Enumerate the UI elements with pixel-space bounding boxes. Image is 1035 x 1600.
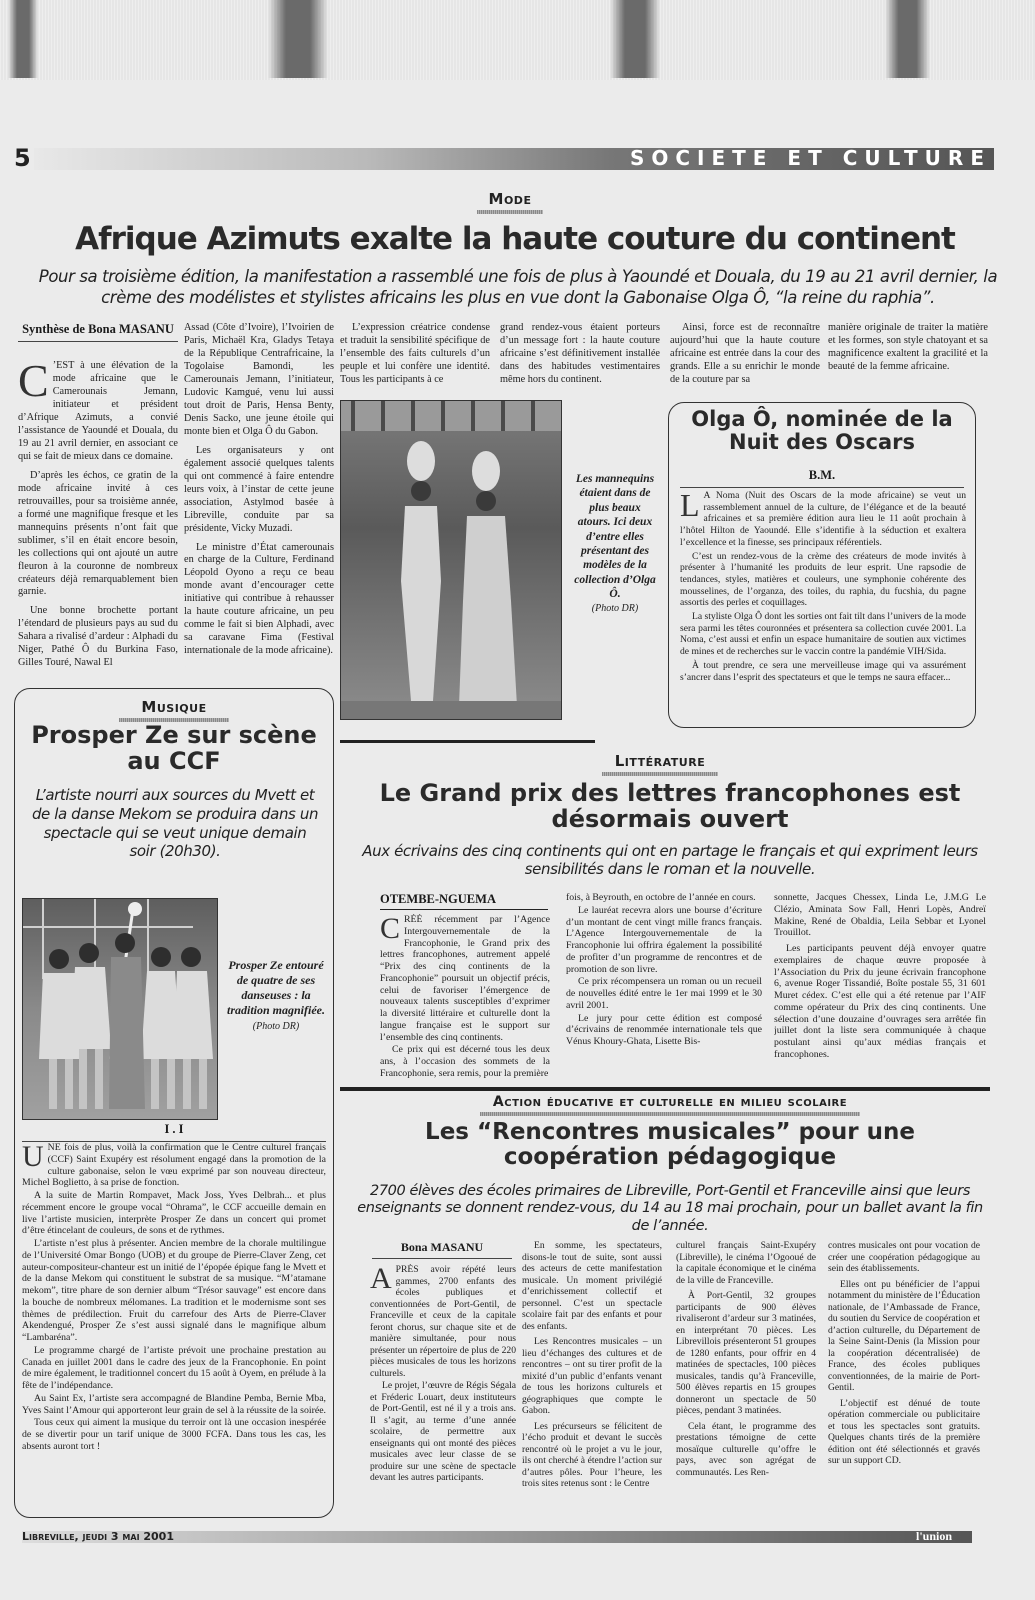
paragraph: À Port-Gentil, 32 groupes participants de 900 élèves rivaliseront d’ardeur sur 3 matinées, en interprétant 70 pièces. Les Librevillois présenteront 51 groupes de 1280 enfants, pour offrir en 4 matinées de spectacles, 100 pièces musicales, tandis qu’à Franceville, 500 élèves repartis en 15 groupes donneront un spectacle de 50 pièces, pendant 3 matinées. xyxy=(676,1290,816,1416)
section-rule xyxy=(340,740,595,743)
photo-caption-prosper-ze xyxy=(226,958,326,1033)
headline-action: Les “Rencontres musicales” pour une coopération pédagogique xyxy=(425,1119,915,1171)
paragraph: Tous ceux qui aiment la musique du terroir ont là une occasion inespérée de se divertir pour un tarif unique de 3000 FCFA. Dans tous les cas, les absents auront tort ! xyxy=(22,1417,326,1452)
paragraph: Les précurseurs se félicitent de l’écho produit et devant le succès rencontré où le projet a vu le jour, ils ont cherché à étendre l’action sur d’autres pôles. Pour l’heure, les trois sites retenus sont : le Centre xyxy=(522,1420,662,1489)
paragraph: En somme, les spectateurs, disons-le tout de suite, sont aussi des acteurs de cette manifestation musicale. Un moment privilégié d’enrichissement collectif et personnel. C’est un spectacle scolaire fait par des enfants et pour des enfants. xyxy=(522,1240,662,1332)
photo-credit: (Photo DR) xyxy=(252,1021,300,1032)
byline-action: Bona MASANU xyxy=(372,1240,512,1259)
mode-column-3 xyxy=(340,322,490,392)
action-column-1 xyxy=(370,1264,516,1524)
photo-mannequins xyxy=(340,400,562,720)
paragraph: Au Saint Ex, l’artiste sera accompagné de Blandine Pemba, Bernie Mba, Yves Saint l’Amour qui apporteront leur grain de sel à la réussite de la soirée. xyxy=(22,1392,326,1416)
paragraph: L’artiste n’est plus à présenter. Ancien membre de la chorale multilingue de l’Université Omar Bongo (UOB) et du groupe de Pierre-Claver Zeng, cet auteur-compositeur-chanteur est un initié de l’épopée épique fang le Mvett et de la danse Mekom qui constituent le substrat de sa musique. “M’atamane mekom”, titre phare de son dernier album “Trésor sauvage” est encore dans la bouche de nombreux mélomanes. La tradition et le modernisme sont ses thèmes de prédilection. Fruit du carrefour des Arts de Pierre-Claver Akendengué, Prosper Ze s’est aussi signalé dans le magnifique album “Lambaréna”. xyxy=(22,1238,326,1343)
paragraph: Le projet, l’œuvre de Régis Ségala et Fréderic Louart, deux instituteurs de Port-Gentil, est né il y a trois ans. Il s’agit, au terme d’une année scolaire, de permettre aux enseignants qui ont monté des pièces musicales avec leur classe de se produire sur une scène de spectacle devant les autres participants. xyxy=(370,1380,516,1483)
deck-mode: Pour sa troisième édition, la manifestation a rassemblé une fois de plus à Yaoundé et Douala, du 19 au 21 avril dernier, la crème des modélistes et stylistes africains les plus en vue dont la Gabonaise Olga Ô, “la reine du raphia”. xyxy=(38,267,998,308)
paragraph: À tout prendre, ce sera une merveilleuse image qui va assurément s’ancrer dans l’esprit des spectateurs et que le temps ne saura effacer... xyxy=(680,659,966,683)
photo-credit: (Photo DR) xyxy=(591,603,639,615)
paragraph: A Noma (Nuit des Oscars de la mode africaine) se veut un rassemblement annuel de la culture, de l’élégance et de la beauté africaines et sa première édition aura lieu le 11 août prochain à l’hôtel Hilton de Yaoundé. Elle s’identifie à la séduction et exaltera l’excellence et la finesse, ses principaux référentiels. xyxy=(680,490,966,548)
paragraph: culturel français Saint-Exupéry (Libreville), le cinéma l’Ogooué de la capitale économique et le cinéma de la ville de Franceville. xyxy=(676,1240,816,1286)
kicker-mode: Mode xyxy=(488,190,532,208)
paragraph: Le jury pour cette édition est composé d’écrivains de renommée internationale tels que Vénus Khoury-Ghata, Lisette Bis- xyxy=(566,1012,762,1047)
photo-caption-mannequins xyxy=(572,472,658,616)
headline-mode: Afrique Azimuts exalte la haute couture du continent xyxy=(75,221,955,257)
paragraph: Les organisateurs y ont également associé quelques talents qui ont commencé à faire entendre leurs voix, à l’instar de cette jeune association, Astylmod basée à Libreville, conduite par sa présidente, Vicky Muzadi. xyxy=(184,444,334,534)
paragraph: Une bonne brochette portant l’étendard de plusieurs pays au sud du Sahara a rivalisé d’ardeur : Alphadi du Niger, Pathé Ô du Burkina Faso, Gilles Touré, Nawal El xyxy=(18,605,178,669)
kicker-underline xyxy=(602,772,718,776)
caption-text: Prosper Ze entouré de quatre de ses danseuses : la tradition magnifiée. xyxy=(226,958,325,1017)
paragraph: La styliste Olga Ô dont les sorties ont fait tilt dans l’univers de la mode sera parmi les têtes couronnées et présentera sa collection cuvée 2001. La Noma, c’est aussi et enfin un espace humanitaire de soutien aux victimes de mines et de recherches sur le vaccin contre la pandémie VIH/Sida. xyxy=(680,611,966,658)
paragraph: grand rendez-vous étaient porteurs d’un message fort : la haute couture africaine s’est définitivement installée dans des habitudes vestimentaires même hors du continent. xyxy=(500,322,660,385)
litterature-column-2 xyxy=(566,892,762,1084)
paragraph: Les participants peuvent déjà envoyer quatre exemplaires de chaque œuvre proposée à l’Association du Prix du jeune écrivain francophone 6, avenue Roger Tissandié, Boîte postale 55, 31 601 Muret cédex. C’est elle qui a été retenue par l’AIF comme opérateur du Prix des cinq continents. Une sélection d’une douzaine d’ouvrages sera arrêtée fin juillet dont la liste sera communiquée à chaque postulant ainsi qu’aux médias français et francophones. xyxy=(774,943,986,1060)
drop-cap: C xyxy=(380,914,401,945)
paragraph: L’objectif est dénué de toute opération commerciale ou publicitaire et tous les spectacles sont gratuits. Quelques chants tirés de la première édition ont été sélectionnés et gravés sur un support CD. xyxy=(828,1397,980,1466)
paragraph: Elles ont pu bénéficier de l’appui notamment du ministère de l’Éducation nationale, de l’Ambassade de France, du soutien du Service de coopération et d’action culturelle, du Département de la Seine Saint-Denis (la Mission pour la coopération décentralisée) de France, des écoles publiques conventionnées, de la mairie de Port-Gentil. xyxy=(828,1278,980,1393)
litterature-column-3 xyxy=(774,892,986,1084)
paragraph: D’après les échos, ce gratin de la mode africaine invité à ces retrouvailles, pour sa troisième année, a formé une magnifique fresque et les mannequins présents n’ont fait que sublimer, s’il en était encore besoin, les collections qui ont ajouté un autre fleuron à la couronne de nombreux créateurs déjà remarquablement bien garnie. xyxy=(18,469,178,598)
action-column-2 xyxy=(522,1240,662,1524)
footer-dateline: Libreville, jeudi 3 mai 2001 xyxy=(22,1530,174,1543)
paragraph: Les Rencontres musicales – un lieu d’échanges des cultures et de rencontres – ont su tirer profit de la mixité d’un public d’enfants venant de tous les horizons culturels et géographiques que compte le Gabon. xyxy=(522,1336,662,1416)
kicker-musique: Musique xyxy=(141,698,207,716)
drop-cap: C xyxy=(18,360,49,406)
paragraph: ’EST à une élévation de la mode africaine que le Camerounais Jemann, initiateur et président d’Afrique Azimuts, a convié l’assistance de Yaoundé et Douala, du 19 au 21 avril dernier, en associant ce qui se fait de mieux dans ce domaine. xyxy=(18,360,178,462)
headline-musique: Prosper Ze sur scène au CCF xyxy=(31,721,317,776)
mode-column-2 xyxy=(184,322,334,678)
paragraph: fois, à Beyrouth, en octobre de l’année en cours. xyxy=(566,892,756,903)
scanner-background xyxy=(0,0,1035,80)
photo-prosper-ze-illustration xyxy=(23,899,218,1120)
kicker-underline xyxy=(477,210,543,214)
byline-olga: B.M. xyxy=(680,468,964,488)
paragraph: contres musicales ont pour vocation de créer une coopération pédagogique au sein des établissements. xyxy=(828,1240,980,1274)
paragraph: Le ministre d’État camerounais en charge de la Culture, Ferdinand Léopold Oyono a reçu ce beau monde avant d’encourager cette initiative qui contribue à rehausser la haute couture africaine, un peu comme le fait si bien Alphadi, avec sa caravane Fima (Festival internationale de la mode africaine). xyxy=(184,541,334,657)
deck-litterature: Aux écrivains des cinq continents qui ont en partage le français et qui expriment leurs sensibilités dans le roman et la nouvelle. xyxy=(362,842,978,879)
paragraph: L’expression créatrice condense et traduit la sensibilité spécifique de l’ensemble des faits culturels d’un peuple et lui confère une identité. Tous les participants à ce xyxy=(340,322,490,385)
scan-shadow xyxy=(610,0,660,78)
mode-column-1 xyxy=(18,360,178,678)
drop-cap: A xyxy=(370,1264,392,1295)
deck-action: 2700 élèves des écoles primaires de Libreville, Port-Gentil et Franceville ainsi que leurs enseignants se donnent rendez-vous, du 14 au 18 mai prochain, pour un ballet avant la fin de l’année. xyxy=(357,1183,983,1234)
paragraph: manière originale de traiter la matière et les formes, son style chatoyant et sa magnificence exaltent la gracilité et la beauté de la femme africaine. xyxy=(828,322,988,372)
mode-column-6 xyxy=(828,322,988,392)
paragraph: PRÈS avoir répété leurs gammes, 2700 enfants des écoles publiques et conventionnées de Port-Gentil, de Franceville et ceux de la capitale feront chorus, sur chaque site et de manière simultanée, pour nous présenter un répertoire de plus de 220 pièces musicales de tous les horizons culturels. xyxy=(370,1264,516,1379)
footer-brand-logo: l'union xyxy=(916,1529,953,1543)
paragraph: A la suite de Martin Rompavet, Mack Joss, Yves Delbrah... et plus récemment encore le groupe vocal “Ohrama”, le CCF accueille demain en live l’artiste musicien, interprète Prosper Ze dans un concert qui promet d’être étincelant de couleurs, de sons et de rythmes. xyxy=(22,1190,326,1237)
scan-shadow xyxy=(8,0,38,78)
paragraph: Le lauréat recevra alors une bourse d’écriture d’un montant de cent vingt mille francs français. L’Agence Intergouvernementale de la Francophonie lui offrira également la possibilité de profiter d’un programme de rencontres et de promotion de son livre. xyxy=(566,904,762,975)
scan-shadow xyxy=(885,0,930,78)
paragraph: Cela étant, le programme des prestations témoigne de cette mosaïque culturelle qu’offre le pays, avec son agrégat de communautés. Les Ren- xyxy=(676,1420,816,1478)
mode-column-4 xyxy=(500,322,660,392)
olga-body xyxy=(680,490,966,724)
scan-shadow xyxy=(268,0,328,78)
section-rule xyxy=(340,1087,990,1091)
byline-rule xyxy=(380,909,548,910)
paragraph: sonnette, Jacques Chessex, Linda Le, J.M.G Le Clézio, Aminata Sow Fall, Henri Lopès, Andreï Makine, René de Obaldia, Leila Sebbar et Lyonel Trouillot. xyxy=(774,892,986,939)
headline-litterature: Le Grand prix des lettres francophones est désormais ouvert xyxy=(379,779,961,834)
paragraph: Ce prix qui est décerné tous les deux ans, à l’occasion des sommets de la Francophonie, sera remis, pour la première xyxy=(380,1044,550,1079)
caption-text: Les mannequins étaient dans de plus beaux atours. Ici deux d’entre elles présentant des modèles de la collection d’Olga Ô. xyxy=(574,473,656,600)
photo-prosper-ze xyxy=(22,898,218,1120)
drop-cap: L xyxy=(680,490,700,523)
section-title: SOCIETE ET CULTURE xyxy=(629,146,991,170)
paragraph: C’est un rendez-vous de la crème des créateurs de mode invités à présenter à l’humanité les produits de leur esprit. Une rapsodie de tendances, styles, matières et couleurs, une symphonie cohérente des mousselines, de l’organza, des toiles, du raphia, du fucshia, du pagne assortis des perles et coquillages. xyxy=(680,550,966,609)
kicker-underline xyxy=(480,1112,860,1116)
kicker-action: Action éducative et culturelle en milieu scolaire xyxy=(492,1094,848,1110)
paragraph: Le programme chargé de l’artiste prévoit une prochaine prestation au Canada en juillet 2001 dans le cadre des jeux de la Francophonie. En point de mire également, le traditionnel concert du 15 août à Oyem, en prélude à la fête de l’indépendance. xyxy=(22,1344,326,1391)
kicker-litterature: Littérature xyxy=(614,752,706,770)
action-column-3 xyxy=(676,1240,816,1524)
mode-column-5 xyxy=(670,322,820,392)
action-column-4 xyxy=(828,1240,980,1524)
photo-mannequins-illustration xyxy=(341,401,562,720)
musique-body xyxy=(22,1142,326,1512)
litterature-column-1 xyxy=(380,914,550,1084)
paragraph: NE fois de plus, voilà la confirmation que le Centre culturel français (CCF) Saint Exupéry est résolument engagé dans la promotion de la culture gabonaise, selon le vœu exprimé par son nouveau directeur, Michel Boglietto, à sa prise de fonction. xyxy=(22,1142,326,1189)
paragraph: Ainsi, force est de reconnaître aujourd’hui que la haute couture africaine est entrée dans la cour des grands. Elle a su enrichir le monde de la couture par sa xyxy=(670,322,820,385)
deck-musique: L’artiste nourri aux sources du Mvett et de la danse Mekom se produira dans un spectacle qui se veut unique demain soir (20h30). xyxy=(31,786,319,861)
headline-olga: Olga Ô, nominée de la Nuit des Oscars xyxy=(691,407,953,455)
paragraph: Assad (Côte d’Ivoire), l’Ivoirien de Paris, Michaël Kra, Gladys Tetaya de la République Centrafricaine, la Togolaise Bamondi, les Camerounais Jemann, l’initiateur, Ludovic Kamgué, venu lui aussi tout droit de Paris, Hensa Benty, Denis Sacko, une jeune étoile qui monte bien et Olga Ô du Gabon. xyxy=(184,322,334,437)
paragraph: Ce prix récompensera un roman ou un recueil de nouvelles édité entre le 1er mai 1999 et le 30 avril 2001. xyxy=(566,976,762,1011)
drop-cap: U xyxy=(22,1142,44,1173)
byline-musique: I . I xyxy=(22,1122,326,1142)
byline-mode: Synthèse de Bona MASANU xyxy=(18,322,178,342)
paragraph: RÉÉ récemment par l’Agence Intergouvernementale de la Francophonie, le Grand prix des lettres francophones, autrement appelé “Prix des cinq continents de la Francophonie” poursuit un objectif précis, celui de favoriser l’émergence de nouveaux talents susceptibles d’exprimer la diversité littéraire et culturelle dont la langue française est le support sur l’ensemble des cinq continents. xyxy=(380,914,550,1043)
page-number: 5 xyxy=(14,144,31,172)
byline-litterature: OTEMBE-NGUEMA xyxy=(380,892,496,906)
